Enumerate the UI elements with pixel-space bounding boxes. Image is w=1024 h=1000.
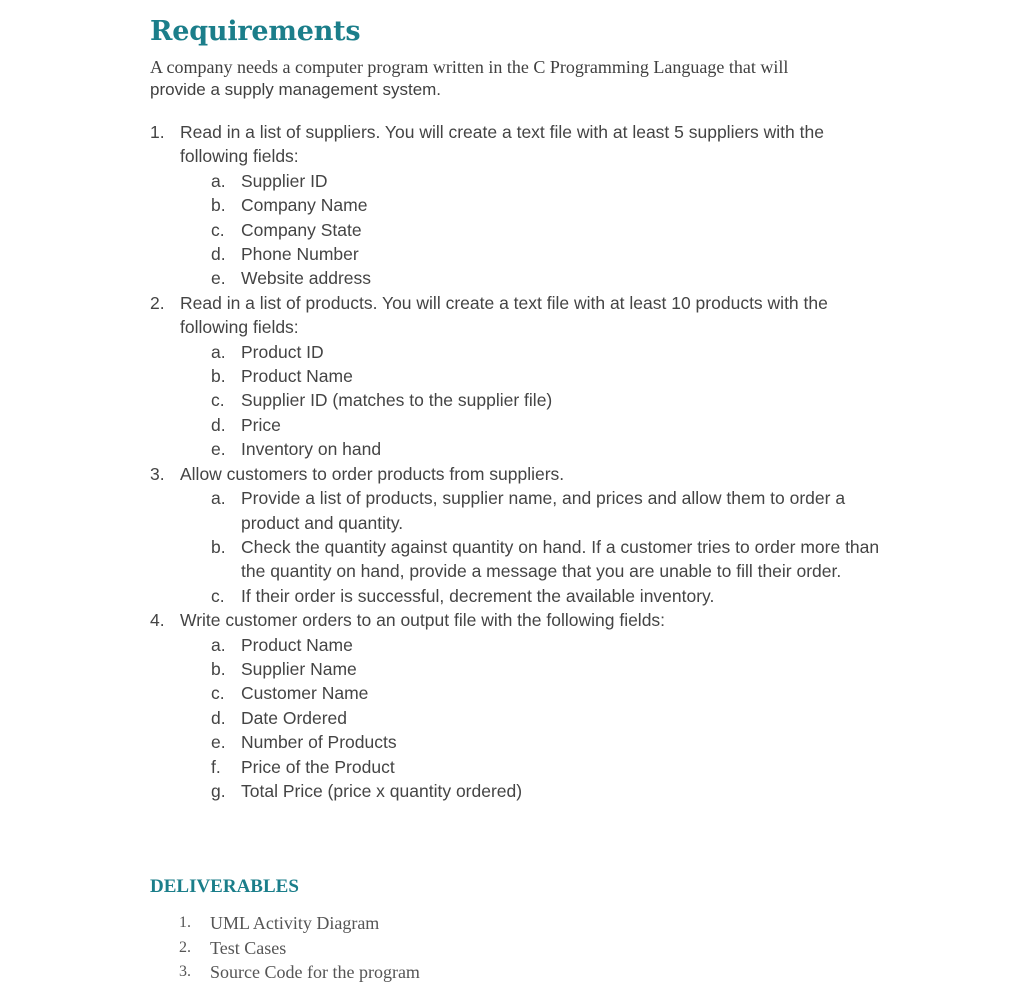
sub-item-letter: a. bbox=[211, 170, 226, 191]
sub-item-letter: a. bbox=[211, 634, 226, 655]
sub-item bbox=[180, 169, 890, 193]
sub-item-letter: b. bbox=[211, 658, 226, 679]
sub-item bbox=[180, 755, 890, 779]
sub-item bbox=[180, 681, 890, 705]
sub-item-letter: e. bbox=[211, 439, 226, 460]
sub-item-letter: e. bbox=[211, 268, 226, 289]
deliverable-number: 1. bbox=[179, 914, 191, 931]
sub-item-letter: a. bbox=[211, 341, 226, 362]
deliverable-text: Test Cases bbox=[210, 937, 287, 958]
requirement-item bbox=[150, 462, 890, 608]
requirement-sublist bbox=[180, 340, 890, 462]
deliverables-heading: DELIVERABLES bbox=[150, 876, 299, 897]
sub-item-letter: c. bbox=[211, 219, 225, 240]
sub-item-text: Customer Name bbox=[241, 683, 369, 704]
sub-item-letter: a. bbox=[211, 488, 226, 509]
sub-item-text: Total Price (price x quantity ordered) bbox=[241, 780, 523, 801]
sub-item-text: Company State bbox=[241, 219, 362, 240]
deliverables-list bbox=[150, 911, 420, 985]
sub-item bbox=[180, 633, 890, 657]
sub-item bbox=[180, 657, 890, 681]
requirement-text: Allow customers to order products from suppliers. bbox=[180, 463, 565, 484]
sub-item bbox=[180, 193, 890, 217]
sub-item-letter: d. bbox=[211, 244, 226, 265]
sub-item bbox=[180, 364, 890, 388]
intro-paragraph bbox=[150, 56, 890, 101]
sub-item bbox=[180, 266, 890, 290]
deliverable-text: UML Activity Diagram bbox=[210, 913, 380, 933]
sub-item-letter: d. bbox=[211, 414, 226, 435]
sub-item-text: Date Ordered bbox=[241, 707, 348, 728]
intro-text-sans: provide a supply management system. bbox=[150, 80, 442, 99]
sub-item bbox=[180, 413, 890, 437]
sub-item-text: Price bbox=[241, 414, 281, 435]
requirement-sublist bbox=[180, 169, 890, 291]
sub-item-text: Supplier ID (matches to the supplier file) bbox=[241, 390, 553, 411]
sub-item-text: Supplier Name bbox=[241, 658, 357, 679]
sub-item-letter: d. bbox=[211, 707, 226, 728]
requirement-item bbox=[150, 608, 890, 803]
requirement-number: 1. bbox=[150, 122, 165, 142]
sub-item-letter: f. bbox=[211, 756, 221, 777]
sub-item bbox=[180, 388, 890, 412]
sub-item bbox=[180, 486, 890, 535]
requirement-number: 3. bbox=[150, 463, 165, 484]
requirement-number: 4. bbox=[150, 610, 165, 631]
sub-item bbox=[180, 340, 890, 364]
sub-item-text: Phone Number bbox=[241, 244, 359, 265]
sub-item-letter: b. bbox=[211, 366, 226, 387]
sub-item-text: Supplier ID bbox=[241, 170, 328, 191]
sub-item-text: Company Name bbox=[241, 195, 368, 216]
sub-item-letter: b. bbox=[211, 536, 226, 557]
sub-item-letter: c. bbox=[211, 683, 225, 704]
sub-item-letter: c. bbox=[211, 390, 225, 411]
sub-item bbox=[180, 218, 890, 242]
deliverable-text: Source Code for the program bbox=[210, 962, 420, 983]
deliverable-item bbox=[150, 960, 420, 985]
sub-item bbox=[180, 779, 890, 803]
sub-item-text: Product ID bbox=[241, 341, 324, 362]
sub-item bbox=[180, 535, 890, 584]
sub-item-text: Inventory on hand bbox=[241, 439, 382, 460]
sub-item-text: Check the quantity against quantity on hand. If a customer tries to order more than the quantity on hand, provide a message that you are unable to fill their order. bbox=[241, 536, 880, 582]
requirement-item bbox=[150, 291, 890, 462]
requirements-section bbox=[150, 14, 890, 803]
sub-item bbox=[180, 706, 890, 730]
intro-text-serif: A company needs a computer program written in the C Programming Language that will bbox=[150, 57, 789, 77]
requirement-text: Write customer orders to an output file with the following fields: bbox=[180, 610, 666, 631]
requirement-item bbox=[150, 120, 890, 291]
requirement-text: Read in a list of suppliers. You will create a text file with at least 5 suppliers with the following fields: bbox=[180, 122, 824, 167]
sub-item-text: Provide a list of products, supplier name, and prices and allow them to order a product and quantity. bbox=[241, 488, 846, 533]
sub-item-text: Product Name bbox=[241, 634, 353, 655]
deliverable-item bbox=[150, 936, 420, 961]
sub-item-letter: g. bbox=[211, 780, 226, 801]
sub-item bbox=[180, 242, 890, 266]
page-title: Requirements bbox=[150, 16, 361, 47]
sub-item-text: Product Name bbox=[241, 366, 353, 387]
sub-item-text: Price of the Product bbox=[241, 756, 395, 777]
sub-item-letter: b. bbox=[211, 195, 226, 216]
sub-item bbox=[180, 437, 890, 461]
sub-item-letter: e. bbox=[211, 732, 226, 753]
deliverable-number: 2. bbox=[179, 938, 191, 956]
requirement-sublist bbox=[180, 633, 890, 804]
sub-item-letter: c. bbox=[211, 585, 225, 606]
sub-item-text: Website address bbox=[241, 268, 372, 289]
requirement-text: Read in a list of products. You will create a text file with at least 10 products with the following fields: bbox=[180, 292, 828, 338]
deliverable-number: 3. bbox=[179, 963, 191, 981]
sub-item bbox=[180, 730, 890, 754]
requirements-list bbox=[150, 120, 890, 803]
requirement-sublist bbox=[180, 486, 890, 608]
sub-item-text: If their order is successful, decrement the available inventory. bbox=[241, 585, 715, 606]
requirement-number: 2. bbox=[150, 292, 165, 313]
sub-item bbox=[180, 584, 890, 608]
deliverable-item bbox=[150, 911, 420, 936]
sub-item-text: Number of Products bbox=[241, 732, 397, 753]
